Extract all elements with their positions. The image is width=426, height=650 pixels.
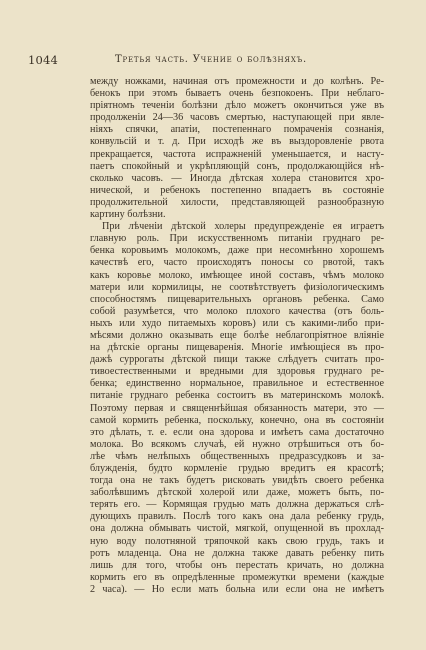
text-line: дующихъ правилъ. Послѣ того какъ она дала ребенку грудь, <box>90 511 384 523</box>
text-line: ныхъ или худо питаемыхъ коровъ) или съ какими-либо при- <box>90 317 384 329</box>
text-line: самой кормить ребенка, поскольку, конечно, она въ состояніи <box>90 414 384 426</box>
text-line: способностямъ пищеварительныхъ органовъ ребенка. Само <box>90 293 384 305</box>
text-line: она должна обмывать чистой, мягкой, опущенной въ прохлад- <box>90 523 384 535</box>
text-line: качествѣ его, часто происходятъ поносы со рвотой, такъ <box>90 257 384 269</box>
text-line: лишь для того, чтобы онъ перестать кричать, но должна <box>90 559 384 571</box>
text-line: паетъ спокойный и укрѣпляющій сонъ, продолжающійся нѣ- <box>90 160 384 172</box>
text-line: сколько часовъ. — Иногда дѣтская холера становится хро- <box>90 172 384 184</box>
text-line: картину болѣзни. <box>90 209 166 221</box>
text-line: бенокъ при этомъ бываетъ очень безпокоенъ. При неблаго- <box>90 88 384 100</box>
text-line: При лѣченіи дѣтской холеры предупрежденіе ея играетъ <box>102 221 384 233</box>
text-line: кормить его въ опредѣленные промежутки времени (каждые <box>90 571 384 583</box>
text-line: молока. Во всякомъ случаѣ, ей нужно отрѣшиться отъ бо- <box>90 438 384 450</box>
text-line: блужденія, будто кормленіе грудью вредитъ ея красотѣ; <box>90 463 384 474</box>
text-line: лѣе чѣмъ нелѣпыхъ общественныхъ предразсудковъ и за- <box>90 450 384 462</box>
text-line: ніяхъ спячки, апатіи, постепеннаго помраченія сознанія, <box>90 124 384 136</box>
text-line: на дѣтскіе органы пищеваренія. Многіе имѣющіеся въ про- <box>90 342 384 354</box>
text-line: ную воду полотняной тряпочкой какъ свою грудь, такъ и <box>90 535 384 547</box>
text-line: продолженіи 24—36 часовъ смертью, наступающей при явле- <box>90 112 384 124</box>
text-line: бенка; единственно нормальное, правильное и естественное <box>90 378 384 390</box>
text-line: матери или кормилицы, не соотвѣтствуетъ физіологическимъ <box>90 281 384 293</box>
text-line: между ножками, начиная отъ промежности и до колѣнъ. Ре- <box>90 76 384 87</box>
text-line: Поэтому первая и священнѣйшая обязанность матери, это — <box>90 402 384 414</box>
text-line: главную роль. При искусственномъ питаніи груднаго ре- <box>90 233 384 245</box>
text-line: 2 часа). — Но если мать больна или если она не имѣетъ <box>90 583 384 595</box>
page-number: 1044 <box>28 53 59 67</box>
text-line: продолжительной хилости, представляющей разнообразную <box>90 196 384 208</box>
text-line: тивоестественными и вредными для здоровья груднаго ре- <box>90 366 384 378</box>
text-line: пріятномъ теченіи болѣзни дѣло можетъ окончиться уже въ <box>90 100 384 112</box>
text-line: заболѣвшимъ дѣтской холерой или даже, можетъ быть, по- <box>90 487 384 499</box>
text-line: какъ коровье молоко, имѣющее иной составъ, чѣмъ молоко <box>90 269 384 281</box>
running-head: Третья часть. Учение о болѣзняхъ. <box>115 54 307 65</box>
text-line: конвульсій и т. д. При исходѣ же въ выздоровленіе рвота <box>90 136 384 148</box>
text-line: мѣсями должно оказывать еще болѣе неблагопріятное вліяніе <box>90 329 384 341</box>
body-text <box>90 76 384 596</box>
text-line: нической, и ребенокъ постепенно впадаетъ въ состояніе <box>90 184 384 196</box>
text-line: прекращается, частота испражненій уменьшается, и насту- <box>90 148 384 160</box>
text-line: питаніе груднаго ребенка состоитъ въ материнскомъ молокѣ. <box>90 390 384 402</box>
text-line: бенка коровьимъ молокомъ, даже при несомнѣнно хорошемъ <box>90 245 384 257</box>
page-header <box>28 53 394 67</box>
text-line: собой разумѣется, что молоко плохого качества (отъ боль- <box>90 305 384 317</box>
text-line: тогда она не такъ будетъ рисковать увидѣть своего ребенка <box>90 475 384 487</box>
text-line: ротъ младенца. Она не должна также давать ребенку пить <box>90 547 384 559</box>
text-line: терять его. — Кормящая грудью мать должна держаться слѣ- <box>90 499 384 511</box>
text-line: дажѣ суррогаты дѣтской пищи также слѣдуетъ считать про- <box>90 354 384 366</box>
text-line: это дѣлать, т. е. если она здорова и имѣетъ сама достаточно <box>90 426 384 438</box>
